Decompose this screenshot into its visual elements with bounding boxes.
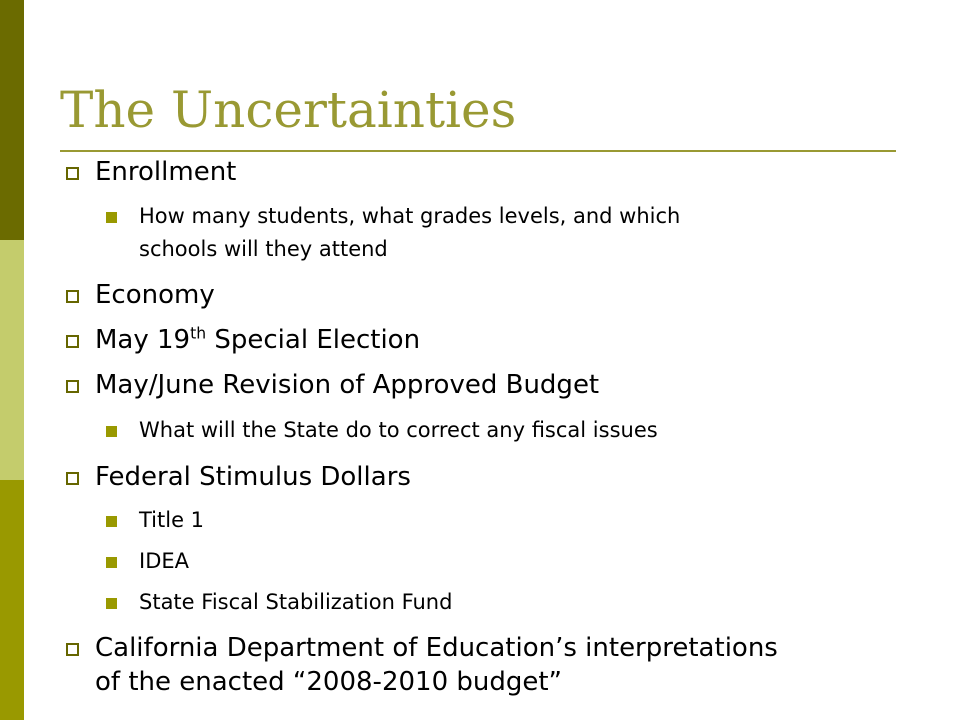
sidebar-band-middle	[0, 240, 24, 480]
bullet-superscript: th	[190, 324, 207, 343]
bullet-text: of the enacted “2008-2010 budget”	[95, 667, 563, 697]
sidebar-band-top	[0, 0, 24, 240]
bullet-text: Enrollment	[95, 157, 237, 187]
square-bullet-icon	[66, 380, 79, 393]
square-bullet-icon	[66, 167, 79, 180]
sidebar-band-bottom	[0, 480, 24, 720]
bullet-text: Economy	[95, 280, 215, 310]
square-bullet-icon	[66, 643, 79, 656]
bullet-text-end: Special Election	[206, 325, 421, 355]
square-bullet-icon	[66, 290, 79, 303]
filled-square-bullet-icon	[106, 598, 117, 609]
filled-square-bullet-icon	[106, 516, 117, 527]
filled-square-bullet-icon	[106, 212, 117, 223]
bullet-text: May/June Revision of Approved Budget	[95, 370, 600, 400]
bullet-text: California Department of Education’s interpretations	[95, 633, 778, 663]
filled-square-bullet-icon	[106, 557, 117, 568]
bullet-text: Federal Stimulus Dollars	[95, 462, 411, 492]
bullet-text-start: May 19	[95, 325, 191, 355]
slide-title: The Uncertainties	[60, 81, 517, 139]
bullet-text: How many students, what grades levels, and which	[139, 204, 681, 228]
filled-square-bullet-icon	[106, 426, 117, 437]
square-bullet-icon	[66, 335, 79, 348]
square-bullet-icon	[66, 472, 79, 485]
bullet-text: Title 1	[139, 508, 205, 532]
title-underline	[60, 150, 896, 152]
bullet-text: What will the State do to correct any fiscal issues	[139, 418, 658, 442]
bullet-text: IDEA	[139, 549, 189, 573]
bullet-text	[95, 323, 420, 357]
bullet-text: State Fiscal Stabilization Fund	[139, 590, 453, 614]
sidebar-decoration	[0, 0, 24, 720]
bullet-text: schools will they attend	[139, 237, 388, 261]
